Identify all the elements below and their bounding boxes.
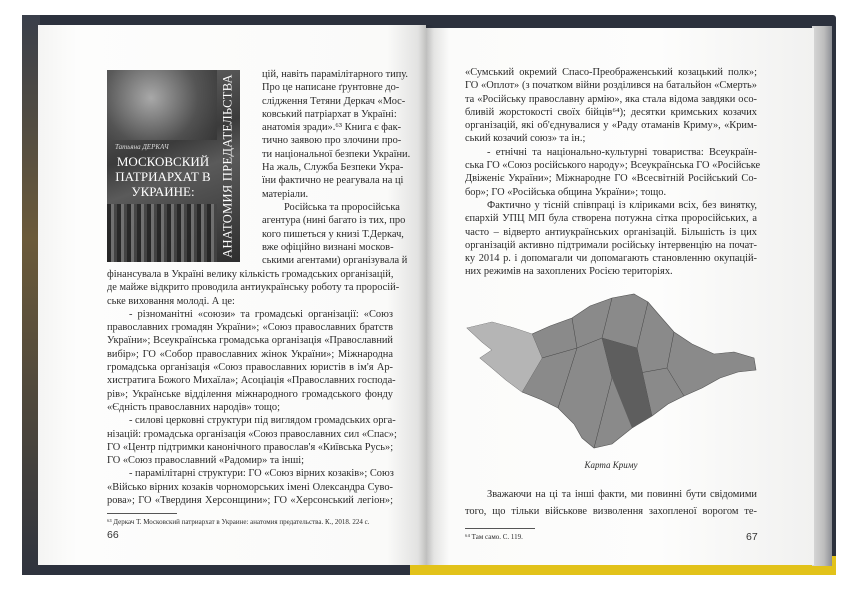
- text-line: агентура (нині багато із тих, про: [262, 215, 406, 227]
- text-line: - парамілітарні структури: ГО «Союз вірних козаків»; Союз: [129, 468, 394, 480]
- text-line: їни фактично не реагувала на ці: [262, 175, 404, 187]
- text-line: бор»; ГО «Російська община України»; тощо.: [465, 186, 667, 198]
- text-line: де майже відкрито проводила антиукраїнську роботу та проросій-: [107, 282, 400, 294]
- text-line: Фактично у тісній співпраці із кліриками всіх, без винятку,: [487, 199, 757, 211]
- right-page-number: 67: [746, 531, 758, 543]
- right-text-body: [465, 66, 761, 279]
- text-line: ське виховання молоді. А це:: [107, 295, 235, 307]
- footnote-rule: [107, 513, 177, 514]
- text-line: матеріали.: [262, 188, 309, 200]
- footnote-rule-right: [465, 528, 535, 529]
- right-footnote: ⁶⁴ Там само. С. 119.: [465, 533, 523, 541]
- text-line: ський козачий союз» та ін.;: [465, 133, 586, 145]
- text-line: та «Російську православну армію», яка стала відома завдяки осо-: [465, 93, 757, 105]
- cover-photo-top: [107, 70, 217, 140]
- text-line: ськими агентами) організувала й: [262, 255, 408, 267]
- text-line: організацій активно підтримали російську інтервенцію на почат-: [465, 239, 757, 251]
- text-line: Зважаючи на ці та інші факти, ми повинні бути свідомими: [487, 489, 757, 500]
- text-line: ти національної безпеки України.: [262, 148, 411, 160]
- text-line: «Сумський окремий Спасо-Преображенський козацький полк»;: [465, 67, 757, 78]
- text-line: тично заявою про злочини про-: [262, 135, 402, 147]
- cover-title: МОСКОВСКИЙ ПАТРИАРХАТ В УКРАИНЕ:: [115, 154, 211, 199]
- text-line: слідження Тетяни Деркач «Мос-: [262, 95, 406, 107]
- text-line: «Єдність православних народів» тощо;: [107, 401, 280, 413]
- text-line: хистратига Божого Михаїла»; Асоціація «Православних господа-: [107, 375, 396, 387]
- text-line: православних громадян України»; «Союз православних братств: [107, 322, 393, 334]
- text-line: ку 2014 р. і допомагали чи допомагають становленню окупацій-: [465, 253, 757, 265]
- text-line: - різноманітні «союзи» та громадські організації: «Союз: [129, 308, 393, 320]
- text-line: цій, навіть парамілітарного типу.: [262, 69, 409, 80]
- cover-author: Татьяна ДЕРКАЧ: [115, 143, 169, 151]
- text-line: ковський патріархат в Україні:: [262, 108, 397, 120]
- text-line: рова»; ГО «Твердиня Херсонщини»; ГО «Херсонський легіон»;: [107, 495, 393, 507]
- text-line: України»; Всеукраїнська громадська організація «Православний: [107, 335, 393, 347]
- text-line: анатомія зради».⁶³ Книга є фак-: [262, 122, 402, 134]
- text-line: них режимів на захоплених Росією територіях.: [465, 266, 673, 278]
- text-line: нізацій: громадська організація «Союз православних сил «Спас»;: [107, 428, 397, 440]
- text-line: рів»; Українське відділення міжнародного громадського фонду: [107, 388, 393, 400]
- cover-photo-bottom: [107, 204, 217, 262]
- text-line: ГО «Оплот» (з початком війни розділився на батальйон «Смерть»: [465, 80, 757, 92]
- text-line: того, що тільки військове визволення захопленої ворогом те-: [465, 505, 757, 517]
- text-line: фінансувала в Україні велику кількість громадських організацій,: [107, 269, 394, 280]
- text-line: ГО «Центр підтримки канонічного православ'я «Київська Русь»;: [107, 441, 394, 453]
- text-line: вже офіційно визнані москов-: [262, 241, 394, 253]
- text-line: кого пишеться у книзі Т.Деркач,: [262, 228, 404, 240]
- text-line: єпархій УПЦ МП була створена потужна сітка проросійських, а: [465, 213, 757, 225]
- left-text-beside-image: [262, 68, 411, 267]
- text-line: «Військо вірних козаків чорноморських імені Олександра Суво-: [107, 481, 393, 493]
- left-footnote: ⁶³ Деркач Т. Московский патриархат в Украине: анатомия предательства. К., 2018. 224 с.: [107, 518, 370, 526]
- text-line: Двіженіє України»; Міжнародне ГО «Всесвітній Російський Со-: [465, 173, 757, 185]
- text-line: Про це написане ґрунтовне до-: [262, 82, 400, 94]
- map-caption: Карта Криму: [584, 460, 638, 470]
- text-line: ська ГО «Союз російського народу»; Всеукраїнська ГО «Російське: [465, 160, 761, 172]
- text-line: - етнічні та національно-культурні товариства: Всеукраїн-: [487, 146, 757, 158]
- crimea-map: [462, 288, 760, 456]
- book-spine-shadow: [418, 25, 434, 565]
- book-cover-illustration: [107, 70, 240, 262]
- text-line: На жаль, Служба Безпеки Укра-: [262, 162, 404, 174]
- page-edges: [812, 26, 832, 566]
- text-line: - силові церковні структури під виглядом громадських орга-: [129, 415, 396, 427]
- text-line: вибір»; ГО «Собор православних жінок України»; Міжнародна: [107, 348, 393, 360]
- right-closing-paragraph: [465, 487, 757, 520]
- cover-subtitle: АНАТОМИЯ ПРЕДАТЕЛЬСТВА: [220, 74, 235, 258]
- left-text-body: [107, 268, 400, 507]
- text-line: ГО «Союз православний «Радомир» та інші;: [107, 455, 304, 467]
- left-page-number: 66: [107, 529, 119, 541]
- text-line: громадська організація «Союз православних юристів в ім'я Ар-: [107, 362, 393, 374]
- text-line: Російська та проросійська: [284, 201, 400, 213]
- text-line: бливій жорстокості своїх бійців⁶⁴); десятки кримських козачих: [465, 106, 757, 118]
- text-line: організацій, які об'єднувалися у «Раду отаманів Криму», «Крим-: [465, 120, 757, 132]
- text-line: часто – відверто антиукраїнських організацій. Більшість із цих: [465, 226, 757, 238]
